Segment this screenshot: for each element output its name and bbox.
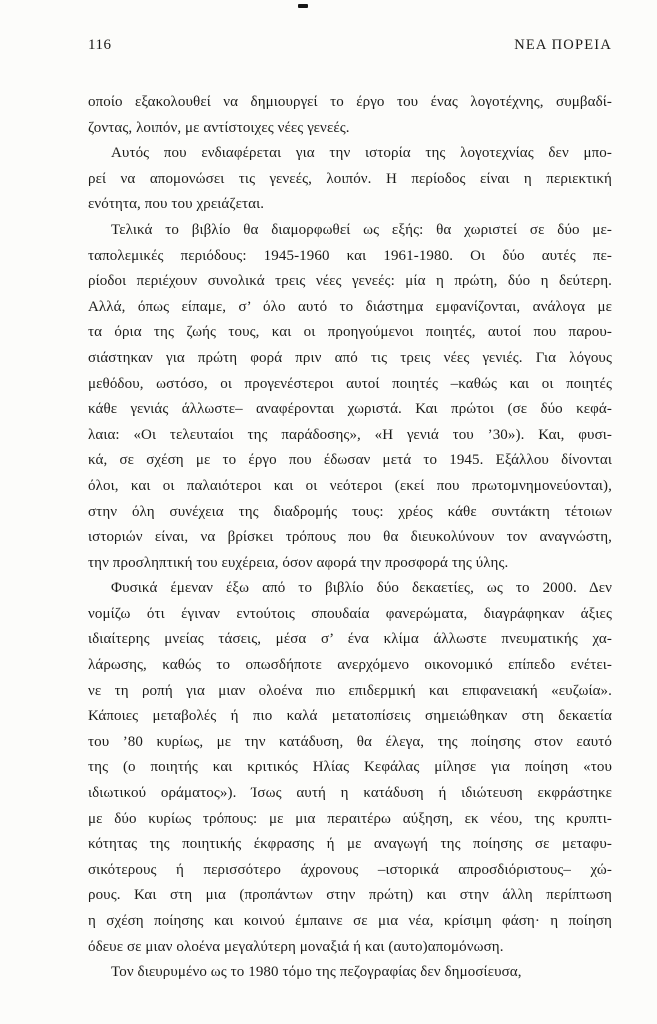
page-number: 116: [88, 37, 112, 53]
text-line: ιδιωτικού οράματος»). Ίσως αυτή η κατάδυση ή ιδιώτευση εκφράστηκε: [88, 785, 612, 802]
text-line: ρους. Και στη μια (προπάντων στην πρώτη) και στην άλλη περίπτωση: [88, 887, 612, 904]
text-line: οποίο εξακολουθεί να δημιουργεί το έργο του ένας λογοτέχνης, συμβαδί-: [88, 94, 612, 110]
text-line: σικότερους ή περισσότερο άχρονους –ιστορικά απροσδιόριστους– χώ-: [88, 861, 612, 878]
text-line: Φυσικά έμεναν έξω από το βιβλίο δύο δεκαετίες, ως το 2000. Δεν: [111, 580, 612, 597]
paragraph: [88, 960, 612, 986]
body-text: [88, 90, 612, 986]
text-line: ρεί να απομονώσει τις γενεές, λοιπόν. Η περίοδος είναι η περιεκτική: [88, 170, 612, 187]
text-line: κότητας της ποιητικής έκφρασης ή με αναγωγή της ποίησης σε μεταφυ-: [88, 836, 612, 853]
text-line: νομίζω ότι έγιναν εντούτοις σπουδαία φανερώματα, διαγράφηκαν άξιες: [88, 605, 612, 622]
text-line: σιάστηκαν για πρώτη φορά πριν από τις τρεις νέες γενιές. Για λόγους: [88, 349, 612, 366]
text-line: νε τη ροπή για μιαν ολοένα πιο επιδερμική και επιφανειακή «ευζωία».: [88, 682, 612, 699]
scan-artifact: [298, 4, 308, 8]
text-line: Αλλά, όπως είπαμε, σ’ όλο αυτό το διάστημα εμφανίζονται, ανάλογα με: [88, 298, 612, 315]
text-line: της (ο ποιητής και κριτικός Ηλίας Κεφάλας μίλησε για ποίηση «του: [88, 759, 612, 776]
text-line: Τον διευρυμένο ως το 1980 τόμο της πεζογραφίας δεν δημοσίευσα,: [111, 964, 522, 981]
text-line: Κάποιες μεταβολές ή πιο καλά μετατοπίσεις σημειώθηκαν στη δεκαετία: [88, 708, 612, 725]
text-line: κά, σε σχέση με το έργο που έδωσαν μετά το 1945. Εξάλλου δίνονται: [88, 452, 612, 469]
paragraph: [88, 141, 612, 218]
paragraph: [88, 90, 612, 141]
text-line: την προσληπτική του ευχέρεια, όσον αφορά την προσφορά της ύλης.: [88, 554, 509, 571]
text-line: ιδιαίτερης μνείας τάσεις, μέσα σ’ ένα κλίμα άλλωστε πνευματικής χα-: [88, 631, 612, 648]
page-header: [88, 37, 612, 54]
text-line: στην όλη συνέχεια της διαδρομής τους: χρέος κάθε συντάκτη τέτοιων: [88, 503, 612, 520]
text-line: η σχέση ποίησης και κοινού έμπαινε σε μια νέα, κρίσιμη φάση· η ποίηση: [88, 913, 612, 929]
text-line: με δύο κυρίως τρόπους: με μια περαιτέρω αύξηση, εκ νέου, της κρυπτι-: [88, 810, 612, 827]
text-line: λαια: «Οι τελευταίοι της παράδοσης», «Η γενιά του ’30»). Και, φυσι-: [88, 426, 612, 443]
text-line: όλοι, και οι παλαιότεροι και οι νεότεροι (εκεί που πρωτομνημονεύονται),: [88, 477, 612, 494]
paragraph: [88, 576, 612, 960]
text-line: κάθε γενιάς άλλωστε– αναφέρονται χωριστά. Και πρώτοι (σε δύο κεφά-: [88, 401, 612, 418]
text-line: όδευε σε μιαν ολοένα μεγαλύτερη μοναξιά ή και (αυτο)απομόνωση.: [88, 938, 504, 955]
text-line: λάρωσης, καθώς το οπωσδήποτε ανερχόμενο οικονομικό επίπεδο ενέτει-: [88, 657, 612, 674]
text-line: ενότητα, που του χρειάζεται.: [88, 196, 265, 213]
text-line: ταπολεμικές περιόδους: 1945-1960 και 1961-1980. Οι δύο αυτές πε-: [88, 247, 612, 264]
text-line: ρίοδοι περιέχουν συνολικά τρεις νέες γενεές: μία η πρώτη, δύο η δεύτερη.: [88, 273, 612, 290]
text-line: ζοντας, λοιπόν, με αντίστοιχες νέες γενεές.: [88, 119, 350, 136]
text-line: τα όρια της ζωής τους, και οι προηγούμενοι ποιητές, αυτοί που παρου-: [88, 324, 612, 341]
running-title: ΝΕΑ ΠΟΡΕΙΑ: [514, 37, 612, 53]
paragraph: [88, 218, 612, 576]
text-line: Τελικά το βιβλίο θα διαμορφωθεί ως εξής: θα χωριστεί σε δύο με-: [111, 221, 612, 238]
text-line: ιστοριών είναι, να βρίσκει τρόπους που θα διευκολύνουν τον αναγνώστη,: [88, 529, 612, 546]
text-line: Αυτός που ενδιαφέρεται για την ιστορία της λογοτεχνίας δεν μπο-: [111, 145, 612, 162]
text-line: του ’80 κυρίως, με την κατάδυση, θα έλεγα, της ποίησης στον εαυτό: [88, 733, 612, 750]
text-line: μεθόδου, ωστόσο, οι προγενέστεροι αυτοί ποιητές –καθώς και οι ποιητές: [88, 375, 612, 392]
